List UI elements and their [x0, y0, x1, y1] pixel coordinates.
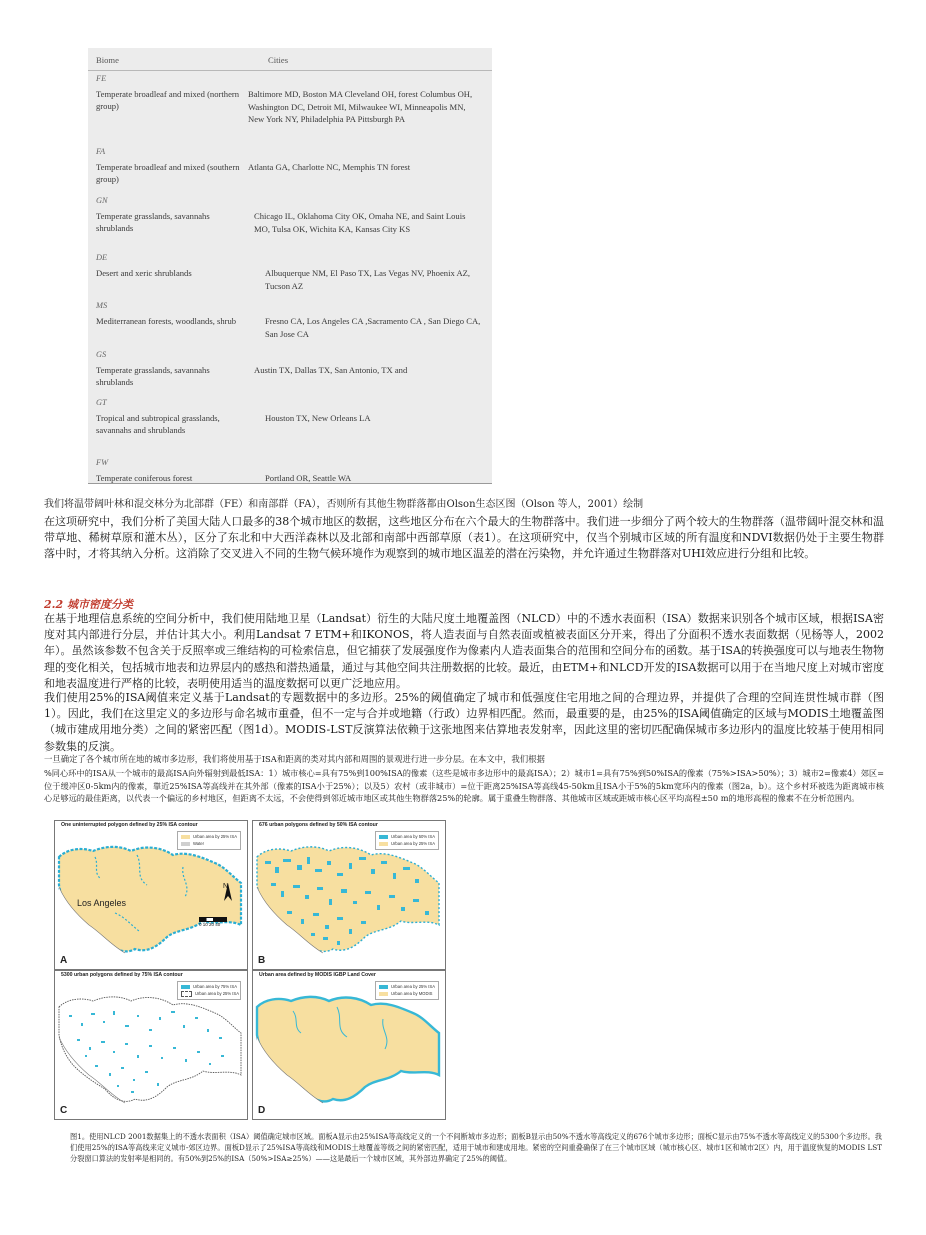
- legend-swatch: [181, 985, 190, 989]
- legend-label: Urban area by 75% ISA: [193, 984, 237, 989]
- legend-swatch: [379, 985, 388, 989]
- biome-code: MS: [96, 301, 108, 310]
- panel-b-label: B: [258, 955, 266, 966]
- paragraph-threshold: 我们使用25%的ISA阈值来定义基于Landsat的专题数据中的多边形。25%的阈值确定了城市和低强度住宅用地之间的合理边界，并提供了合理的空间连贯性城市群（图1）。因此，我们在这里定义的多边形与命名城市重叠，但不一定与合并或地籍（行政）边界相匹配。然而，最重要的是，由25%的ISA阈值确定的区域与MODIS土地覆盖图（城市建成用地分类）之间的紧密匹配（图1d）。MODIS-LST反演算法依赖于这张地图来估算地表发射率，因此这里的密切匹配确保城市多边形内的温度比较基于使用相同参数集的反演。: [44, 691, 884, 753]
- legend-swatch: [379, 992, 388, 996]
- legend-label: Urban area by 25% ISA: [195, 991, 239, 997]
- north-arrow-graphic: [223, 883, 233, 901]
- biome-name: Desert and xeric shrublands: [96, 268, 192, 278]
- legend-label: Urban area by 25% ISA: [391, 984, 435, 989]
- biome-code: GS: [96, 350, 107, 359]
- north-arrow-icon: [223, 883, 228, 890]
- map-panel-a: [54, 820, 248, 970]
- biome-code: GT: [96, 398, 107, 407]
- biome-cities: Houston TX, New Orleans LA: [265, 413, 371, 423]
- biome-code: GN: [96, 196, 108, 205]
- biome-cities: Fresno CA, Los Angeles CA ,Sacramento CA , San Diego CA, San Jose CA: [265, 316, 481, 339]
- legend-label: Urban area by 25% ISA: [391, 841, 435, 846]
- panel-c-legend: [177, 981, 241, 1000]
- table-row: [88, 196, 492, 240]
- map-panel-b: [252, 820, 446, 970]
- city-label: Los Angeles: [77, 898, 127, 908]
- panel-d-legend: [375, 981, 439, 1000]
- panel-c-title: 5300 urban polygons defined by 75% ISA contour: [61, 972, 183, 978]
- legend-label: Water: [193, 841, 205, 846]
- panel-c-label: C: [60, 1105, 68, 1116]
- biome-name: Mediterranean forests, woodlands, shrub: [96, 316, 237, 326]
- paragraph-isa-data: 在基于地理信息系统的空间分析中，我们使用陆地卫星（Landsat）衍生的大陆尺度土地覆盖图（NLCD）中的不透水表面积（ISA）数据来识别各个城市区域，根据ISA密度对其内部进行分层，并估计其大小。利用Landsat 7 ETM+和IKONOS，将人造表面与自然表面或植被表面区分开来，得出了分面积不透水表面数据（见杨等人，2002年）。虽然该参数不包含关于反照率或三维结构的可检索信息，但它捕获了发展强度作为像素内人造表面集合的范围和空间分布的函数。基于ISA的转换强度可以与地表生物物理的变化相关，包括城市地表和边界层内的感热和潜热通量，通过与其他空间共注册数据的比较。最近，由ETM+和NLCD开发的ISA数据可以用于在当地尺度上对城市密度和地表温度进行严格的比较，表明使用适当的温度数据可以更广泛地应用。: [44, 612, 884, 690]
- panel-a-label: A: [60, 955, 68, 966]
- biome-cities: Austin TX, Dallas TX, San Antonio, TX and: [254, 365, 408, 375]
- legend-swatch: [379, 835, 388, 839]
- section-heading: 2.2 城市密度分类: [44, 598, 133, 611]
- north-label: N: [223, 883, 229, 890]
- legend-swatch: [379, 842, 388, 846]
- scale-bar: [199, 917, 227, 927]
- scale-label: 0 10 20 40: [199, 922, 221, 927]
- biome-name: Temperate broadleaf and mixed (southern group): [96, 162, 240, 184]
- table-bottom-rule: [88, 483, 492, 484]
- panel-b-legend: [375, 831, 439, 850]
- biome-name: Temperate grasslands, savannahs shrublands: [96, 365, 210, 387]
- biome-cities: Albuquerque NM, El Paso TX, Las Vegas NV, Phoenix AZ, Tucson AZ: [265, 268, 471, 291]
- biome-cities: Portland OR, Seattle WA: [265, 473, 352, 483]
- table-header: [88, 48, 492, 71]
- biome-name: Temperate coniferous forest: [96, 473, 193, 483]
- paragraph-zones: %同心环中的ISA从一个城市的最高ISA向外辐射到最低ISA：1）城市核心=具有75%到100%ISA的像素（这些是城市多边形中的最高ISA）；2）城市1=具有75%到50%ISA的像素（75%>ISA>50%）；3）城市2=像素4）郊区=位于缓冲区0-5km内的像素，靠近25%ISA等高线并在其外部（像素的ISA小于25%）；以及5）农村（或非城市）=位于距离25%ISA等高线45-50km且ISA小于5%的5km宽环内的像素（图2a，b）。这个乡村环被选为距离城市核心足够远的最佳距离，以代表一个偏远的乡村地区，但距离不太远，不会使得到邻近城市地区或其他生物群落25%的轮廓。属于重叠生物群落、其他城市区域或距城市核心区平均高程±50 m的地形高程的像素不在分析范围内。: [44, 768, 884, 804]
- biome-cities: Baltimore MD, Boston MA Cleveland OH, forest Columbus OH, Washington DC, Detroit MI, Milwaukee WI, Minneapolis MN, New York NY, Philadelphia PA Pittsburgh PA: [248, 89, 473, 124]
- panel-d-label: D: [258, 1105, 266, 1116]
- biome-code: DE: [96, 253, 108, 262]
- biome-table: [88, 48, 492, 484]
- legend-label: Urban area by 25% ISA: [193, 834, 237, 839]
- legend-swatch: [181, 991, 192, 997]
- biome-cities: Chicago IL, Oklahoma City OK, Omaha NE, and Saint Louis MO, Tulsa OK, Wichita KA, Kansas City KS: [254, 211, 466, 234]
- biome-cities: Atlanta GA, Charlotte NC, Memphis TN forest: [248, 162, 411, 172]
- legend-swatch: [181, 835, 190, 839]
- legend-label: Urban area by MODIS: [391, 991, 433, 996]
- biome-name: Temperate broadleaf and mixed (northern group): [96, 89, 240, 111]
- figure-caption: 图1。使用NLCD 2001数据集上的不透水表面积（ISA）阈值确定城市区域。面板A显示由25%ISA等高线定义的一个不间断城市多边形；面板B显示由50%不透水等高线定义的676个城市多边形；面板C显示由75%不透水等高线定义的5300个多边形。我们使用25%的ISA等高线来定义城市-郊区边界。面板D显示了25%ISA等高线和MODIS土地覆盖等级之间的紧密匹配，适用于城市和建成用地。紧密的空间重叠确保了在三个城市区域（城市核心区、城市1区和城市2区）内，用于温度恢复的MODIS LST分裂窗口算法的发射率是相同的。有50%到25%的ISA（50%>ISA≥25%）——这是最后一个城市区域，其外部边界确定了25%的阈值。: [70, 1132, 882, 1163]
- paragraph-stratification: 一旦确定了各个城市所在地的城市多边形，我们将使用基于ISA和距离的类对其内部和周围的景观进行进一步分层。在本文中，我们根据: [44, 754, 545, 764]
- legend-label: Urban area by 50% ISA: [391, 834, 435, 839]
- panel-d-title: Urban area defined by MODIS IGBP Land Cover: [259, 972, 376, 978]
- biome-name: Tropical and subtropical grasslands, savannahs and shrublands: [96, 413, 220, 435]
- table-note: 我们将温带阔叶林和混交林分为北部群（FE）和南部群（FA），否则所有其他生物群落都由Olson生态区图（Olson 等人，2001）绘制: [44, 499, 644, 510]
- biome-name: Temperate grasslands, savannahs shrublands: [96, 211, 210, 233]
- panel-b-title: 676 urban polygons defined by 50% ISA contour: [259, 822, 378, 828]
- legend-swatch: [181, 842, 190, 846]
- biome-code: FW: [96, 458, 109, 467]
- paragraph-study-area: 在这项研究中，我们分析了美国大陆人口最多的38个城市地区的数据，这些地区分布在六个最大的生物群落中。我们进一步细分了两个较大的生物群落（温带阔叶混交林和温带草地、稀树草原和灌木丛），区分了东北和中大西洋森林以及北部和南部中西部草原（表1）。在这项研究中，仅当个别城市区域的所有温度和NDVI数据仍处于主要生物群落中时，才将其纳入分析。这消除了交叉进入不同的生物气候环境作为观察到的城市地区温差的潜在污染物，并允许通过生物群落对UHI效应进行分组和比较。: [44, 515, 884, 561]
- map-panel-d: [252, 970, 446, 1120]
- panel-a-legend: [177, 831, 241, 850]
- header-biome: Biome: [96, 55, 119, 65]
- panel-a-title: One uninterrupted polygon defined by 25% ISA contour: [61, 822, 198, 828]
- biome-code: FE: [96, 74, 107, 83]
- header-cities: Cities: [268, 55, 289, 65]
- biome-code: FA: [96, 147, 106, 156]
- map-panel-c: [54, 970, 248, 1120]
